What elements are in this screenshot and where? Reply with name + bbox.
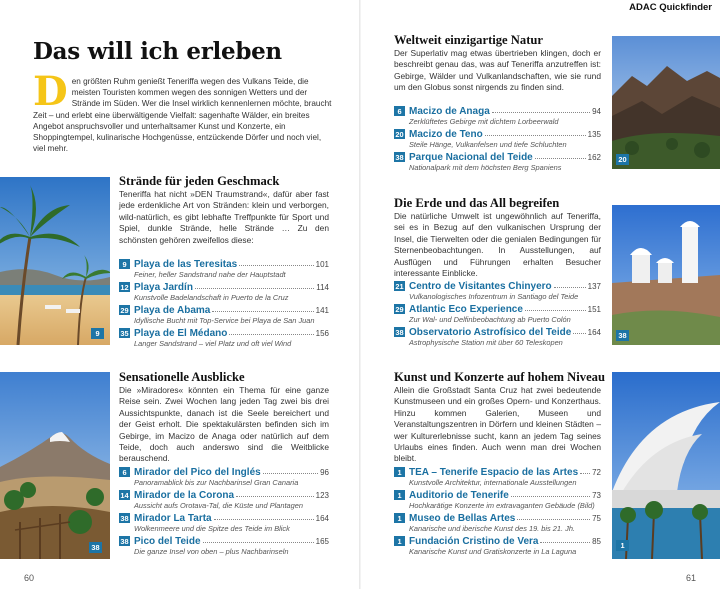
photo-badge: 9: [91, 328, 104, 339]
section-text-beaches: Teneriffa hat nicht »DEN Traumstrand«, dafür aber fast jede erdenkliche Art von Stränden: klein und verborgen, wild-natürlich, es gibt lebhafte Treffpunkte für Sport und Spiel, dunkle Strände, helle Strände … Zu den schönsten gehören zweifellos diese:: [119, 189, 329, 245]
entry-description: Aussicht aufs Orotava-Tal, die Küste und Plantagen: [134, 501, 303, 510]
page-ref: 94: [592, 106, 601, 116]
page-ref: 73: [592, 490, 601, 500]
entry-link[interactable]: Playa de las Teresitas: [134, 258, 238, 270]
entry-description: Wolkenmeere und die Spitze des Teide im Blick: [134, 524, 290, 533]
page-ref: 123: [315, 490, 329, 500]
entry-badge: 1: [394, 513, 405, 523]
photo-badge: 38: [616, 330, 629, 341]
entry-badge: 1: [394, 536, 405, 546]
page-ref: 141: [315, 305, 329, 315]
list-item[interactable]: [394, 512, 601, 533]
entry-badge: 21: [395, 281, 404, 291]
entry-badge: 35: [120, 328, 129, 338]
entry-link[interactable]: Playa Jardín: [134, 281, 193, 293]
entry-description: Steile Hänge, Vulkanfelsen und tiefe Schluchten: [409, 140, 567, 149]
entry-description: Zerklüftetes Gebirge mit dichtem Lorbeerwald: [409, 117, 559, 126]
entry-link[interactable]: Mirador del Pico del Inglés: [134, 466, 261, 478]
entry-link[interactable]: Auditorio de Tenerife: [409, 489, 509, 501]
entry-description: Zur Wal- und Delfinbeobachtung ab Puerto Colón: [409, 315, 571, 324]
entry-badge: 1: [394, 467, 405, 477]
rocky-mountains-image: [612, 36, 720, 169]
entry-description: Kunstvolle Architektur, internationale Ausstellungen: [409, 478, 577, 487]
beach-photo: [0, 177, 110, 345]
auditorio-photo: [612, 372, 720, 559]
list-item[interactable]: [394, 280, 601, 301]
page-ref: 114: [316, 282, 329, 292]
list-item[interactable]: [394, 489, 601, 510]
quickfinder-label: ADAC Quickfinder: [629, 2, 712, 13]
page-title: Das will ich erleben: [33, 38, 282, 65]
entry-description: Kunstvolle Badelandschaft in Puerto de la Cruz: [134, 293, 289, 302]
observatory-image: [612, 205, 720, 345]
entry-badge: 1: [394, 490, 405, 500]
entry-badge: 6: [394, 106, 405, 116]
page-ref: 151: [587, 304, 601, 314]
section-title-beaches: Strände für jeden Geschmack: [119, 174, 280, 188]
page-ref: 164: [587, 327, 601, 337]
entry-link[interactable]: Fundación Cristino de Vera: [409, 535, 539, 547]
entry-badge: 38: [120, 513, 129, 523]
list-item[interactable]: [119, 512, 329, 533]
section-text-art: Allein die Großstadt Santa Cruz hat zwei bedeutende Kunstmuseen und ein großes Opern- und Konzerthaus. Hinzu kommen Galerien, Museen und Veranstaltungszentren in Dörfern und kleinen Städten – wer Kulturerlebnisse sucht, kann an jedem Tag seines Urlaubs eines finden. Auch wenn man drei Wochen bleibt.: [394, 385, 601, 464]
entry-description: Kanarische und iberische Kunst des 19. bis 21. Jh.: [409, 524, 575, 533]
teide-view-photo: [0, 372, 110, 559]
entry-link[interactable]: Museo de Bellas Artes: [409, 512, 516, 524]
entry-badge: 14: [120, 490, 129, 500]
entry-description: Langer Sandstrand – viel Platz und oft viel Wind: [134, 339, 292, 348]
entry-badge: 20: [395, 129, 404, 139]
list-item[interactable]: [119, 281, 329, 302]
entry-description: Kanarische Kunst und Gratiskonzerte in La Laguna: [409, 547, 577, 556]
anaga-photo: [612, 36, 720, 169]
drop-cap: D: [33, 68, 68, 115]
entry-description: Vulkanologisches Infozentrum in Santiago del Teide: [409, 292, 579, 301]
page-number-right: 61: [685, 573, 696, 583]
entry-badge: 38: [395, 152, 404, 162]
entry-description: Hochkarätige Konzerte im extravaganten Gebäude (Bild): [409, 501, 595, 510]
section-title-nature: Weltweit einzigartige Natur: [394, 33, 543, 47]
section-title-views: Sensationelle Ausblicke: [119, 370, 245, 384]
intro-text: en größten Ruhm genießt Teneriffa wegen des Vulkans Teide, die meisten Touristen kommen wegen des sonnigen Wetters und der Strände im Süden. Wer die Insel wirklich kennenlernen möchte, braucht Zeit – und erlebt eine überwältigende Vielfalt: sagenhafte Wälder, ein breites Angebot anspruchsvoller und unterhaltsamer Kunst und Konzerte, ein Shoppingtempel, kulinarische Hochgenüsse, entzückende Dörfer und noch viel, viel mehr.: [33, 77, 332, 154]
entry-badge: 38: [120, 536, 129, 546]
page-ref: 165: [315, 536, 329, 546]
observatory-photo: [612, 205, 720, 345]
entry-description: Panoramablick bis zur Nachbarinsel Gran Canaria: [134, 478, 299, 487]
entry-badge: 6: [119, 467, 130, 477]
page-ref: 137: [587, 281, 601, 291]
section-title-art: Kunst und Konzerte auf hohem Niveau: [394, 370, 605, 384]
section-text-nature: Der Superlativ mag etwas übertrieben klingen, doch er beschreibt genau das, was auf Teneriffa anzutreffen ist: Gebirge, Wälder und Vulkanlandschaften, wie sie rund um den Globus sonst nirgends zu finden sind.: [394, 48, 601, 93]
page-ref: 72: [592, 467, 601, 477]
intro-paragraph: [33, 68, 333, 154]
entry-link[interactable]: TEA – Tenerife Espacio de las Artes: [409, 466, 579, 478]
list-item[interactable]: [394, 326, 601, 347]
entry-link[interactable]: Observatorio Astrofísico del Teide: [409, 326, 572, 338]
entry-link[interactable]: Mirador de la Corona: [134, 489, 235, 501]
entry-description: Die ganze Insel von oben – plus Nachbarinseln: [134, 547, 289, 556]
list-item[interactable]: [119, 304, 329, 325]
entry-link[interactable]: Playa de Abama: [134, 304, 211, 316]
entry-link[interactable]: Mirador La Tarta: [134, 512, 212, 524]
section-text-earth: Die natürliche Umwelt ist ungewöhnlich auf Teneriffa, sei es in Bezug auf den vulkanischen Ursprung der Insel, die Tierwelten oder die genialen Bedingungen für Sternenbeobachtungen. In Ausstellungen, auf Ausflügen und Führungen erhalten Besucher interessante Einblicke.: [394, 211, 601, 279]
beach-entries: [119, 258, 329, 350]
entry-link[interactable]: Parque Nacional del Teide: [409, 151, 533, 163]
entry-link[interactable]: Atlantic Eco Experience: [409, 303, 523, 315]
entry-description: Feiner, heller Sandstrand nahe der Hauptstadt: [134, 270, 286, 279]
viewpoint-entries: [119, 466, 329, 558]
list-item[interactable]: [394, 105, 601, 126]
list-item[interactable]: [394, 535, 601, 556]
mountain-view-image: [0, 372, 110, 559]
page-ref: 85: [592, 536, 601, 546]
photo-badge: 38: [89, 542, 102, 553]
auditorium-image: [612, 372, 720, 559]
entry-link[interactable]: Macizo de Anaga: [409, 105, 490, 117]
entry-badge: 12: [120, 282, 129, 292]
entry-description: Nationalpark mit dem höchsten Berg Spaniens: [409, 163, 562, 172]
section-title-earth: Die Erde und das All begreifen: [394, 196, 560, 210]
entry-badge: 29: [120, 305, 129, 315]
nature-entries: [394, 105, 601, 174]
page-gutter: [359, 0, 361, 589]
list-item[interactable]: [394, 128, 601, 149]
list-item[interactable]: [119, 535, 329, 556]
page-ref: 162: [587, 152, 601, 162]
earth-entries: [394, 280, 601, 349]
list-item[interactable]: [119, 466, 329, 487]
entry-badge: 29: [395, 304, 404, 314]
list-item[interactable]: [394, 151, 601, 172]
entry-link[interactable]: Centro de Visitantes Chinyero: [409, 280, 552, 292]
page-ref: 75: [592, 513, 601, 523]
entry-badge: 38: [395, 327, 404, 337]
list-item[interactable]: [119, 489, 329, 510]
page-ref: 96: [320, 467, 329, 477]
entry-link[interactable]: Pico del Teide: [134, 535, 201, 547]
photo-badge: 1: [616, 540, 629, 551]
page-ref: 101: [315, 259, 329, 269]
entry-badge: 9: [119, 259, 130, 269]
page-ref: 156: [315, 328, 329, 338]
entry-description: Idyllische Bucht mit Top-Service bei Playa de San Juan: [134, 316, 315, 325]
page-ref: 135: [587, 129, 601, 139]
list-item[interactable]: [119, 327, 329, 348]
photo-badge: 20: [616, 154, 629, 165]
entry-description: Astrophysische Station mit über 60 Teleskopen: [409, 338, 563, 347]
section-text-views: Die »Miradores« könnten ein Thema für eine ganze Reise sein. Zwei Wochen lang jeden Tag zwei bis drei Aussichtspunkte, danach ist die Seele bereichert und der Geist erholt. Die spektakulärsten befinden sich im Gebirge, im Macizo de Anaga oder natürlich auf dem Teide, doch auch anderswo sind die Weitblicke berauschend.: [119, 385, 329, 464]
list-item[interactable]: [394, 466, 601, 487]
entry-link[interactable]: Playa de El Médano: [134, 327, 228, 339]
page-ref: 164: [315, 513, 329, 523]
beach-palm-image: [0, 177, 110, 345]
page-number-left: 60: [24, 573, 35, 583]
art-entries: [394, 466, 601, 558]
list-item[interactable]: [394, 303, 601, 324]
list-item[interactable]: [119, 258, 329, 279]
entry-link[interactable]: Macizo de Teno: [409, 128, 483, 140]
